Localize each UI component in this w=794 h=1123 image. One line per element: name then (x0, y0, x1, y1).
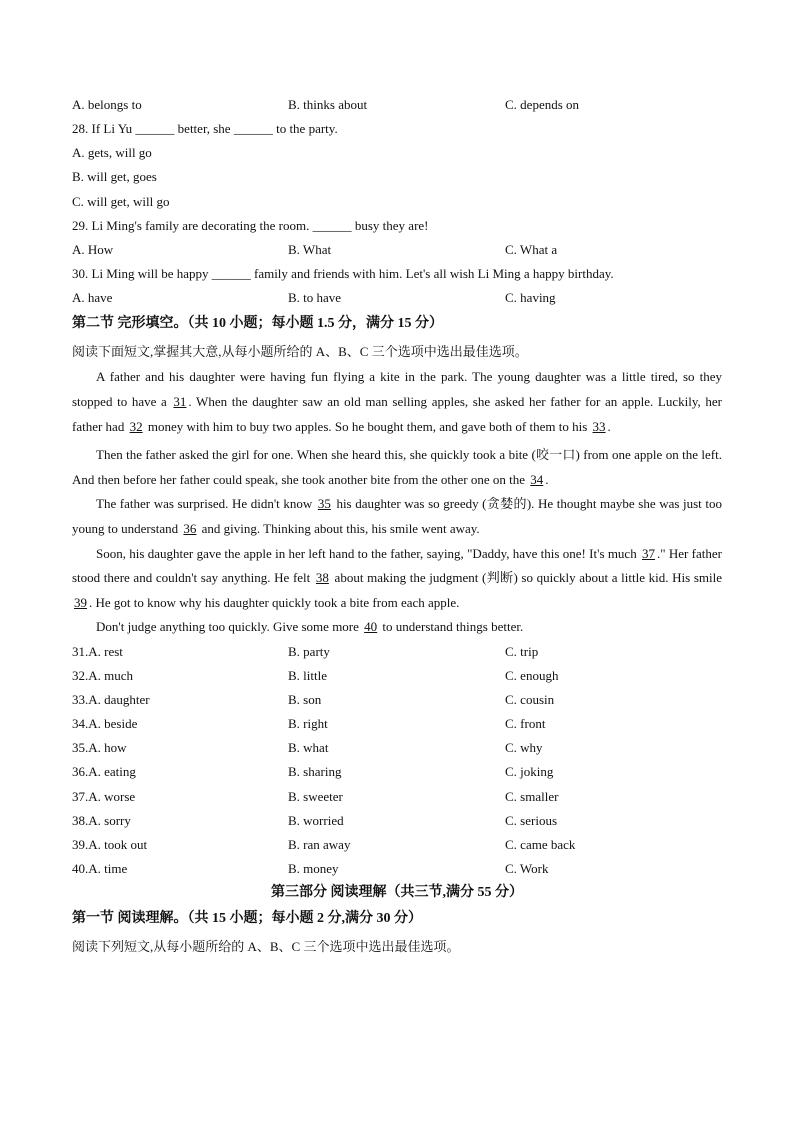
q37-option-c[interactable]: C. smaller (505, 788, 559, 804)
q35-option-c[interactable]: C. why (505, 740, 543, 756)
q28-option-a[interactable]: A. gets, will go (72, 145, 152, 161)
q38-option-c[interactable]: C. serious (505, 812, 557, 828)
blank-36: 36 (183, 520, 197, 536)
blank-40: 40 (364, 619, 378, 635)
q27-option-a[interactable]: A. belongs to (72, 97, 142, 112)
q28-option-b[interactable]: B. will get, goes (72, 169, 157, 185)
cloze-options-33 (72, 688, 722, 712)
q37-option-a[interactable]: 37.A. worse (72, 788, 136, 804)
cloze-options-37 (72, 785, 722, 809)
q34-option-b[interactable]: B. right (288, 716, 328, 732)
q38-option-b[interactable]: B. worried (288, 812, 344, 828)
q30-option-c[interactable]: C. having (505, 290, 556, 306)
blank-37: 37 (642, 545, 656, 561)
q32-option-c[interactable]: C. enough (505, 668, 559, 684)
q34-option-a[interactable]: 34.A. beside (72, 716, 138, 732)
q35-option-b[interactable]: B. what (288, 740, 329, 756)
q38-option-a[interactable]: 38.A. sorry (72, 812, 131, 828)
q29-option-c[interactable]: C. What a (505, 242, 558, 258)
blank-34: 34 (530, 471, 544, 487)
q28-stem: 28. If Li Yu ______ better, she ______ to the party. (72, 121, 338, 137)
cloze-options-40 (72, 857, 722, 881)
q36-option-c[interactable]: C. joking (505, 764, 554, 780)
part3-heading: 第三部分 阅读理解（共三节,满分 55 分） (271, 884, 523, 900)
passage-paragraph-3: The father was surprised. He didn't know 35 his daughter was so greedy (贪婪的). He thought maybe she was just too young to understand 36 and giving. Thinking about this, his smile went away. (72, 496, 722, 536)
q39-option-a[interactable]: 39.A. took out (72, 836, 148, 852)
cloze-options-35 (72, 736, 722, 760)
q27-options (72, 93, 722, 117)
q37-option-b[interactable]: B. sweeter (288, 788, 343, 804)
cloze-options-32 (72, 664, 722, 688)
passage-paragraph-4: Soon, his daughter gave the apple in her left hand to the father, saying, "Daddy, have this one! It's much 37 ." Her father stood there and couldn't say anything. He felt 38 about making the judgment (判断) so quickly about a little kid. His smile 39 . He got to know why his daughter quickly took a bite from each apple. (72, 545, 723, 610)
q33-option-a[interactable]: 33.A. daughter (72, 692, 150, 708)
q31-option-a[interactable]: 31.A. rest (72, 643, 123, 659)
q39-option-c[interactable]: C. came back (505, 836, 576, 852)
blank-32: 32 (129, 418, 143, 434)
q40-option-a[interactable]: 40.A. time (72, 860, 128, 876)
q27-option-c[interactable]: C. depends on (505, 97, 580, 112)
blank-39: 39 (74, 594, 87, 610)
cloze-options-31 (72, 640, 722, 664)
q40-option-c[interactable]: C. Work (505, 860, 549, 876)
cloze-options-39 (72, 833, 722, 857)
q39-option-b[interactable]: B. ran away (288, 836, 351, 852)
part3-section1-instruction: 阅读下列短文,从每小题所给的 A、B、C 三个选项中选出最佳选项。 (72, 938, 460, 954)
q33-option-c[interactable]: C. cousin (505, 692, 555, 708)
q33-option-b[interactable]: B. son (288, 692, 322, 708)
q30-stem: 30. Li Ming will be happy ______ family and friends with him. Let's all wish Li Ming a happy birthday. (72, 266, 614, 282)
cloze-options-38 (72, 809, 722, 833)
q30-option-a[interactable]: A. have (72, 290, 113, 306)
blank-35: 35 (317, 496, 331, 512)
cloze-options-34 (72, 712, 722, 736)
q29-option-b[interactable]: B. What (288, 242, 332, 258)
q40-option-b[interactable]: B. money (288, 860, 339, 876)
q36-option-b[interactable]: B. sharing (288, 764, 342, 780)
q29-options (72, 238, 722, 262)
q34-option-c[interactable]: C. front (505, 716, 546, 732)
blank-33: 33 (592, 418, 606, 434)
q31-option-c[interactable]: C. trip (505, 643, 539, 659)
cloze-options-36 (72, 760, 722, 784)
passage-paragraph-1: A father and his daughter were having fun flying a kite in the park. The young daughter was a little tired, so they stopped to have a 31 . When the daughter saw an old man selling apples, she asked her father for an apple. Luckily, her father had 32 money with him to buy two apples. So he bought them, and gave both of them to his 33 . (72, 369, 722, 434)
q27-option-b[interactable]: B. thinks about (288, 97, 368, 112)
q35-option-a[interactable]: 35.A. how (72, 740, 127, 756)
q30-options (72, 286, 722, 310)
q29-option-a[interactable]: A. How (72, 242, 114, 258)
section2-instruction: 阅读下面短文,掌握其大意,从每小题所给的 A、B、C 三个选项中选出最佳选项。 (72, 344, 528, 360)
blank-38: 38 (315, 570, 329, 586)
passage-paragraph-5: Don't judge anything too quickly. Give some more 40 to understand things better. (96, 619, 524, 635)
passage-paragraph-2: Then the father asked the girl for one. When she heard this, she quickly took a bite (咬一口) from one apple on the left. And then before her father could speak, she took another bite from the other one on the 34 . (72, 447, 722, 487)
q32-option-a[interactable]: 32.A. much (72, 668, 134, 684)
q36-option-a[interactable]: 36.A. eating (72, 764, 136, 780)
q30-option-b[interactable]: B. to have (288, 290, 342, 306)
section2-heading: 第二节 完形填空。（共 10 小题；每小题 1.5 分，满分 15 分） (72, 316, 443, 332)
part3-section1-heading: 第一节 阅读理解。（共 15 小题；每小题 2 分,满分 30 分） (72, 910, 422, 926)
q28-option-c[interactable]: C. will get, will go (72, 193, 170, 209)
q32-option-b[interactable]: B. little (288, 668, 327, 684)
q31-option-b[interactable]: B. party (288, 643, 330, 659)
exam-page (72, 93, 722, 960)
blank-31: 31 (173, 394, 187, 409)
q29-stem: 29. Li Ming's family are decorating the room. ______ busy they are! (72, 217, 429, 233)
